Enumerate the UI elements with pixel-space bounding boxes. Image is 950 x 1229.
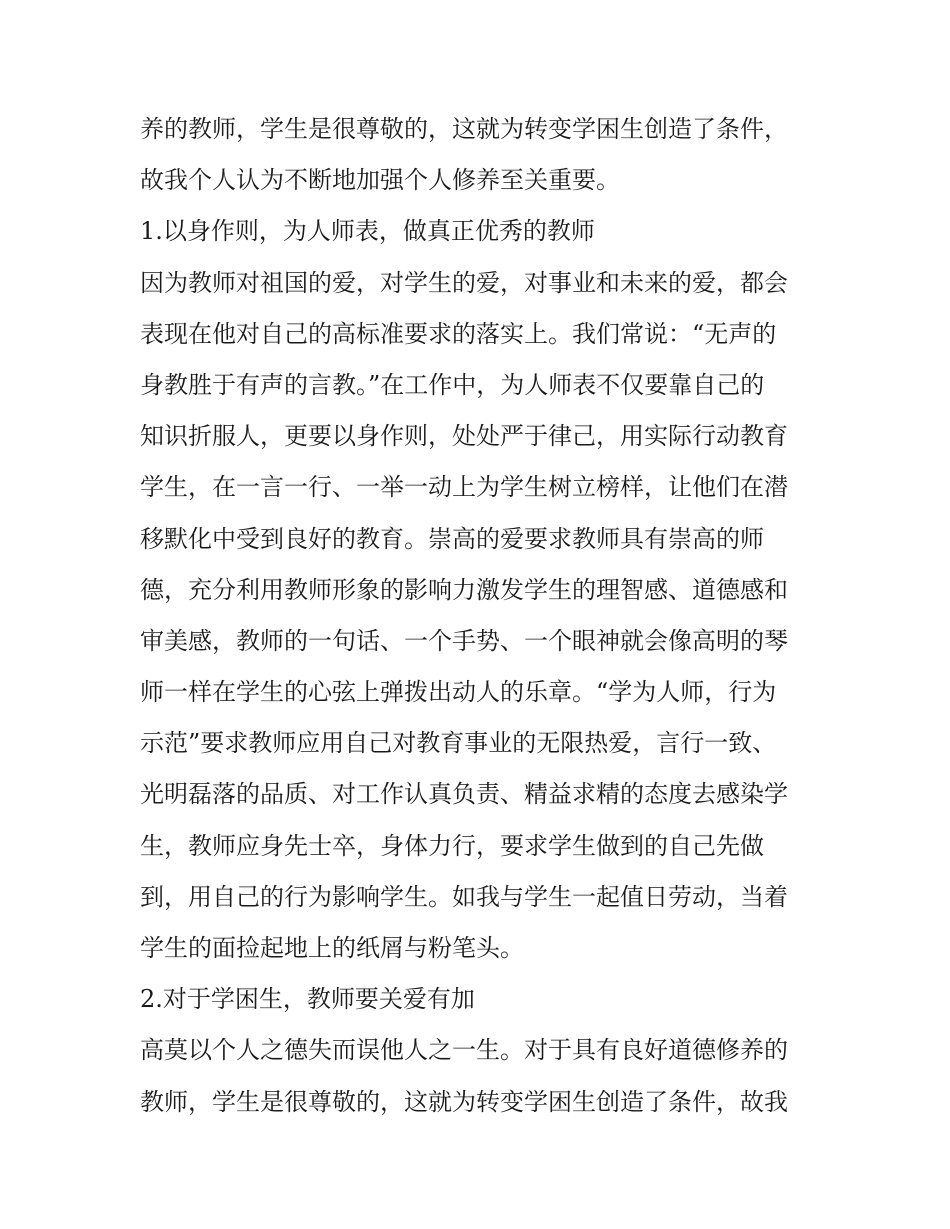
text-line: 学生，在一言一行、一举一动上为学生树立榜样，让他们在潜 (140, 473, 788, 502)
text-line: 因为教师对祖国的爱，对学生的爱，对事业和未来的爱，都会 (140, 268, 788, 297)
text-line: 示范”要求教师应用自己对教育事业的无限热爱，言行一致、 (140, 729, 777, 758)
text-line: 移默化中受到良好的教育。崇高的爱要求教师具有崇高的师 (140, 524, 764, 553)
text-line: 高莫以个人之德失而误他人之一生。对于具有良好道德修养的 (140, 1036, 788, 1065)
text-line: 表现在他对自己的高标准要求的落实上。我们常说：“无声的 (140, 319, 777, 348)
text-line: 到，用自己的行为影响学生。如我与学生一起值日劳动，当着 (140, 882, 788, 911)
text-line: 知识折服人，更要以身作则，处处严于律己，用实际行动教育 (140, 422, 788, 451)
text-line: 生，教师应身先士卒，身体力行，要求学生做到的自己先做 (140, 831, 764, 860)
text-line: 师一样在学生的心弦上弹拨出动人的乐章。“学为人师，行为 (140, 678, 777, 707)
document-body (140, 104, 820, 1128)
text-line: 德，充分利用教师形象的影响力激发学生的理智感、道德感和 (140, 575, 788, 604)
section-heading: 1.以身作则，为人师表，做真正优秀的教师 (140, 217, 595, 246)
section-heading: 2.对于学困生，教师要关爱有加 (140, 985, 475, 1014)
text-line: 身教胜于有声的言教。”在工作中，为人师表不仅要靠自己的 (140, 370, 765, 399)
text-line: 故我个人认为不断地加强个人修养至关重要。 (140, 166, 620, 195)
text-line: 养的教师，学生是很尊敬的，这就为转变学困生创造了条件， (140, 115, 788, 143)
text-line: 教师，学生是很尊敬的，这就为转变学困生创造了条件，故我 (140, 1087, 788, 1116)
text-line: 审美感，教师的一句话、一个手势、一个眼神就会像高明的琴 (140, 626, 788, 655)
text-line: 光明磊落的品质、对工作认真负责、精益求精的态度去感染学 (140, 780, 788, 809)
text-line: 学生的面捡起地上的纸屑与粉笔头。 (140, 934, 524, 962)
